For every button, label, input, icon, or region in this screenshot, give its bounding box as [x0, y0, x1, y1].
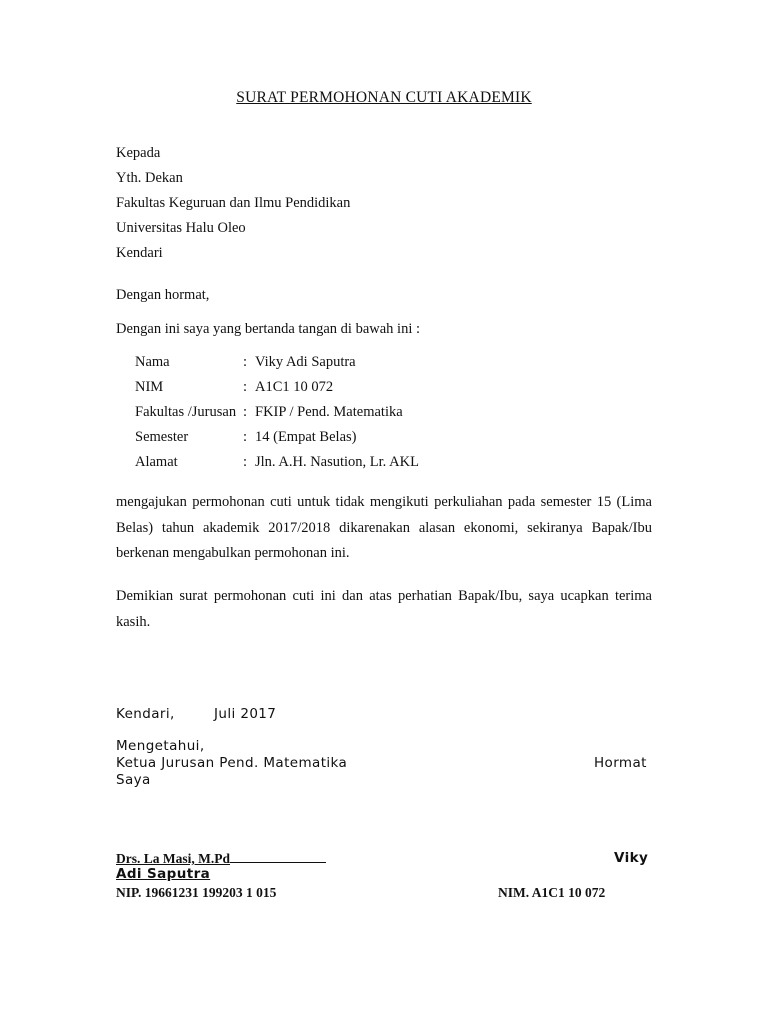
field-label-fakultas: Fakultas /Jurusan: [135, 404, 237, 420]
signature-underline: [210, 866, 240, 882]
recipient-line-4: Kendari: [116, 245, 163, 261]
field-value-nama: Viky Adi Saputra: [255, 354, 356, 370]
field-colon: :: [243, 429, 248, 445]
recipient-line-3: Universitas Halu Oleo: [116, 220, 246, 236]
field-value-alamat: Jln. A.H. Nasution, Lr. AKL: [255, 454, 419, 470]
field-label-alamat: Alamat: [135, 454, 178, 470]
field-label-nama: Nama: [135, 354, 170, 370]
field-value-fakultas: FKIP / Pend. Matematika: [255, 404, 403, 420]
field-colon: :: [243, 454, 248, 470]
recipient-line-1: Yth. Dekan: [116, 170, 183, 186]
closing-paragraph: Demikian surat permohonan cuti ini dan atas perhatian Bapak/Ibu, saya ucapkan terima kasih.: [116, 588, 652, 630]
left-signer-id: NIP. 19661231 199203 1 015: [116, 885, 277, 900]
left-signer-role: Ketua Jurusan Pend. Matematika: [116, 755, 348, 771]
right-signer-role: Hormat: [594, 755, 647, 771]
greeting: Dengan hormat,: [116, 287, 210, 303]
right-signer-name: Viky: [614, 850, 649, 866]
signature-underline: [230, 861, 326, 863]
left-signer-name: [116, 851, 326, 867]
recipient-to: Kepada: [116, 145, 161, 161]
intro: Dengan ini saya yang bertanda tangan di bawah ini :: [116, 321, 420, 337]
right-signer-name-continued: [116, 866, 240, 882]
field-label-nim: NIM: [135, 379, 164, 395]
right-signer-name-text: Adi Saputra: [116, 866, 211, 882]
letter-date: Juli 2017: [214, 706, 277, 722]
right-signer-role-continued: Saya: [116, 772, 151, 788]
place-label: Kendari,: [116, 706, 175, 722]
field-colon: :: [243, 379, 248, 395]
recipient-line-2: Fakultas Keguruan dan Ilmu Pendidikan: [116, 195, 351, 211]
body-paragraph: mengajukan permohonan cuti untuk tidak mengikuti perkuliahan pada semester 15 (Lima Belas) tahun akademik 2017/2018 dikarenakan alasan ekonomi, sekiranya Bapak/Ibu berkenan mengabulkan permohonan ini.: [116, 494, 652, 561]
field-value-semester: 14 (Empat Belas): [255, 429, 357, 445]
letter-title: SURAT PERMOHONAN CUTI AKADEMIK: [236, 89, 532, 106]
field-value-nim: A1C1 10 072: [255, 379, 334, 395]
field-colon: :: [243, 404, 248, 420]
right-signer-id: NIM. A1C1 10 072: [498, 885, 606, 900]
field-label-semester: Semester: [135, 429, 189, 445]
left-signer-name-text: Drs. La Masi, M.Pd: [116, 851, 230, 866]
field-colon: :: [243, 354, 248, 370]
acknowledged-label: Mengetahui,: [116, 738, 205, 754]
